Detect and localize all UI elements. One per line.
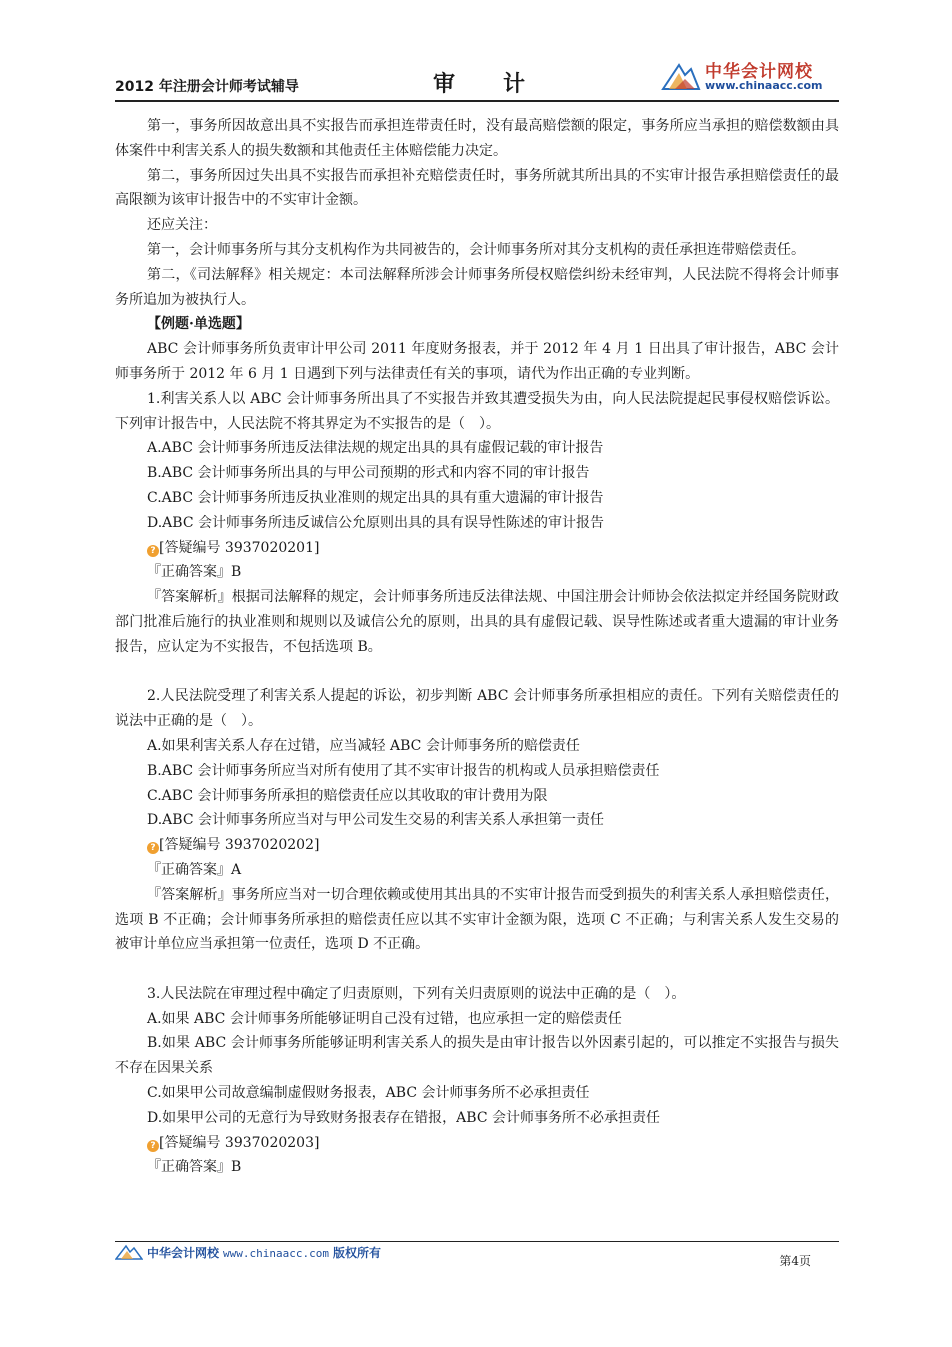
footer-rights: 版权所有	[332, 1246, 381, 1260]
question-2-option-a: A.如果利害关系人存在过错，应当减轻 ABC 会计师事务所的赔偿责任	[147, 737, 580, 754]
document-body	[115, 114, 839, 1180]
page-footer	[115, 1241, 839, 1272]
example-intro: ABC 会计师事务所负责审计甲公司 2011 年度财务报表，并于 2012 年 4 月 1 日出具了审计报告，ABC 会计师事务所于 2012 年 6 月 1 日遇到下列与法律责任有关的事项，请代为作出正确的专业判断。	[115, 341, 839, 382]
spacer	[115, 660, 839, 685]
logo-name: 中华会计网校	[705, 62, 813, 82]
question-3-qa-id	[115, 1131, 839, 1156]
chinaacc-logo[interactable]	[661, 55, 839, 97]
spacer	[115, 957, 839, 982]
question-mark-icon: ?	[147, 545, 159, 557]
logo-mark-icon	[661, 61, 701, 91]
header-subject: 审计	[433, 72, 574, 97]
footer-brand: 中华会计网校	[147, 1246, 220, 1260]
paragraph: 还应关注：	[147, 217, 217, 234]
question-1-option-d: D.ABC 会计师事务所违反诚信公允原则出具的具有误导性陈述的审计报告	[147, 514, 604, 531]
header-course-title: 2012 年注册会计师考试辅导	[115, 79, 299, 95]
paragraph: 第二，《司法解释》相关规定：本司法解释所涉会计师事务所侵权赔偿纠纷未经审判，人民法院不得将会计师事务所追加为被执行人。	[115, 266, 839, 308]
question-2-stem: 2.人民法院受理了利害关系人提起的诉讼，初步判断 ABC 会计师事务所承担相应的责任。下列有关赔偿责任的说法中正确的是（ ）。	[115, 688, 839, 730]
qa-id-text: [答疑编号 3937020202]	[159, 837, 320, 854]
page-number: 第4页	[779, 1254, 811, 1268]
question-2-option-d: D.ABC 会计师事务所应当对与甲公司发生交易的利害关系人承担第一责任	[147, 812, 604, 829]
question-mark-icon: ?	[147, 842, 159, 854]
question-3-option-d: D.如果甲公司的无意行为导致财务报表存在错报，ABC 会计师事务所不必承担责任	[147, 1109, 660, 1126]
qa-id-text: [答疑编号 3937020203]	[159, 1134, 320, 1151]
question-2-option-b: B.ABC 会计师事务所应当对所有使用了其不实审计报告的机构或人员承担赔偿责任	[147, 762, 660, 779]
question-3-option-c: C.如果甲公司故意编制虚假财务报表，ABC 会计师事务所不必承担责任	[147, 1085, 590, 1102]
qa-id-text: [答疑编号 3937020201]	[159, 539, 320, 556]
question-mark-icon: ?	[147, 1140, 159, 1152]
question-1-stem: 1.利害关系人以 ABC 会计师事务所出具了不实报告并致其遭受损失为由，向人民法院提起民事侵权赔偿诉讼。下列审计报告中，人民法院不将其界定为不实报告的是（ ）。	[115, 390, 839, 432]
paragraph: 第二，事务所因过失出具不实报告而承担补充赔偿责任时，事务所就其所出具的不实审计报告承担赔偿责任的最高限额为该审计报告中的不实审计金额。	[115, 167, 839, 209]
question-1-qa-id	[115, 536, 839, 561]
question-2-explanation: 『答案解析』事务所应当对一切合理依赖或使用其出具的不实审计报告而受到损失的利害关系人承担赔偿责任，选项 B 不正确；会计师事务所承担的赔偿责任应以其不实审计金额为限，选项 C 不正确；与利害关系人发生交易的被审计单位应当承担第一位责任，选项 D 不正确。	[115, 886, 839, 953]
footer-logo-icon	[115, 1244, 143, 1260]
question-2-qa-id	[115, 833, 839, 858]
question-3-answer: 『正确答案』B	[147, 1159, 242, 1176]
footer-copyright	[115, 1244, 381, 1261]
question-3-option-b: B.如果 ABC 会计师事务所能够证明利害关系人的损失是由审计报告以外因素引起的，可以推定不实报告与损失不存在因果关系	[115, 1035, 839, 1077]
footer-url[interactable]: www.chinaacc.com	[223, 1247, 329, 1260]
question-1-option-c: C.ABC 会计师事务所违反执业准则的规定出具的具有重大遗漏的审计报告	[147, 489, 604, 506]
paragraph: 第一，会计师事务所与其分支机构作为共同被告的，会计师事务所对其分支机构的责任承担连带赔偿责任。	[147, 241, 805, 258]
paragraph: 第一，事务所因故意出具不实报告而承担连带责任时，没有最高赔偿额的限定，事务所应当承担的赔偿数额由具体案件中利害关系人的损失数额和其他责任主体赔偿能力决定。	[115, 118, 839, 159]
question-2-option-c: C.ABC 会计师事务所承担的赔偿责任应以其收取的审计费用为限	[147, 787, 548, 804]
question-2-answer: 『正确答案』A	[147, 861, 242, 878]
question-1-answer: 『正确答案』B	[147, 564, 242, 581]
question-3-option-a: A.如果 ABC 会计师事务所能够证明自己没有过错，也应承担一定的赔偿责任	[147, 1010, 622, 1027]
question-3-stem: 3.人民法院在审理过程中确定了归责原则，下列有关归责原则的说法中正确的是（ ）。	[147, 985, 686, 1002]
question-1-option-a: A.ABC 会计师事务所违反法律法规的规定出具的具有虚假记载的审计报告	[147, 440, 604, 457]
logo-url: www.chinaacc.com	[705, 79, 823, 92]
page-header	[115, 52, 839, 102]
question-1-explanation: 『答案解析』根据司法解释的规定，会计师事务所违反法律法规、中国注册会计师协会依法拟定并经国务院财政部门批准后施行的执业准则和规则以及诚信公允的原则，出具的具有虚假记载、误导性陈述或者重大遗漏的审计业务报告，应认定为不实报告，不包括选项 B。	[115, 589, 839, 655]
question-1-option-b: B.ABC 会计师事务所出具的与甲公司预期的形式和内容不同的审计报告	[147, 465, 590, 482]
example-heading: 【例题·单选题】	[147, 316, 250, 333]
